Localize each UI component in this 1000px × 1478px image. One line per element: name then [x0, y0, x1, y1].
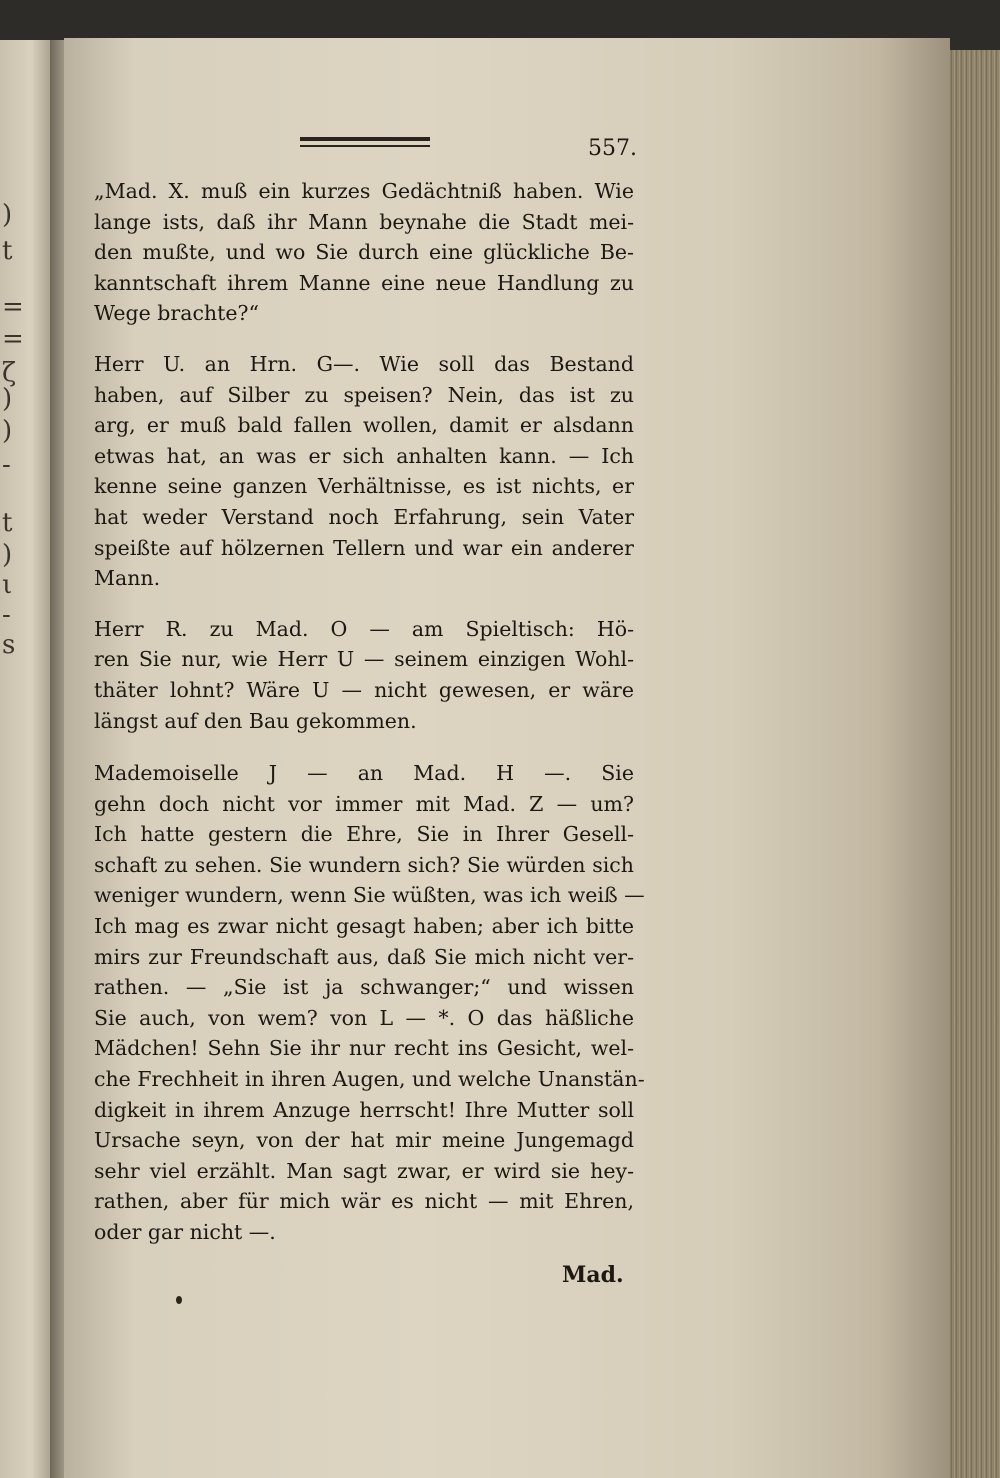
text-line: Mädchen! Sehn Sie ihr nur recht ins Gesicht, wel- [94, 1036, 634, 1061]
text-line: che Frechheit in ihren Augen, und welche Unanstän- [94, 1067, 645, 1092]
text-line: thäter lohnt? Wäre U — nicht gewesen, er wäre [94, 677, 634, 702]
text-line: oder gar nicht —. [94, 1220, 276, 1244]
text-line: kanntschaft ihrem Manne eine neue Handlung zu [94, 270, 634, 295]
text-line: Ich hatte gestern die Ehre, Sie in Ihrer Gesell- [94, 822, 634, 847]
page-number: 557. [588, 136, 637, 161]
text-line: Sie auch, von wem? von L — *. O das häßliche [94, 1005, 634, 1030]
text-line: hat weder Verstand noch Erfahrung, sein Vater [94, 504, 634, 529]
edge-mark: - [2, 600, 11, 630]
text-line: Ursache seyn, von der hat mir meine Jungemagd [94, 1128, 634, 1153]
text-line: Wege brachte?“ [94, 301, 259, 326]
text-line: Mademoiselle J — an Mad. H —. Sie [94, 761, 634, 786]
paragraph-2 [94, 349, 634, 594]
text-line: lange ists, daß ihr Mann beynahe die Stadt mei- [94, 209, 634, 234]
text-line: mirs zur Freundschaft aus, daß Sie mich nicht ver- [94, 944, 634, 969]
text-line: rathen, aber für mich wär es nicht — mit Ehren, [94, 1189, 634, 1214]
catchword: Mad. [562, 1262, 624, 1288]
edge-mark: = [2, 292, 24, 322]
edge-mark: t [2, 236, 13, 266]
edge-mark: - [2, 450, 11, 480]
text-line: gehn doch nicht vor immer mit Mad. Z — um? [94, 791, 634, 816]
text-line: längst auf den Bau gekommen. [94, 708, 417, 733]
paragraph-1 [94, 176, 634, 329]
header-rule [300, 137, 430, 141]
text-line: etwas hat, an was er sich anhalten kann. — Ich [94, 443, 634, 468]
text-line: schaft zu sehen. Sie wundern sich? Sie würden sich [94, 852, 634, 877]
text-line: den mußte, und wo Sie durch eine glückliche Be- [94, 240, 634, 265]
edge-mark: = [2, 324, 24, 354]
text-line: speißte auf hölzernen Tellern und war ein anderer [94, 535, 634, 560]
text-line: Ich mag es zwar nicht gesagt haben; aber ich bitte [94, 914, 634, 939]
paragraph-4 [94, 758, 645, 1248]
edge-mark: ) [2, 200, 13, 230]
text-line: Herr U. an Hrn. G—. Wie soll das Bestand [94, 351, 634, 376]
text-line: sehr viel erzählt. Man sagt zwar, er wird sie hey- [94, 1158, 634, 1183]
text-line: Mann. [94, 566, 161, 591]
text-line: haben, auf Silber zu speisen? Nein, das ist zu [94, 382, 634, 407]
text-line: kenne seine ganzen Verhältnisse, es ist nichts, er [94, 474, 634, 499]
text-line: „Mad. X. muß ein kurzes Gedächtniß haben. Wie [94, 179, 634, 203]
body-text [94, 176, 645, 1248]
edge-mark: ) [2, 384, 13, 414]
text-line: weniger wundern, wenn Sie wüßten, was ich weiß — [94, 883, 645, 908]
text-line: rathen. — „Sie ist ja schwanger;“ und wissen [94, 975, 634, 1000]
edge-mark: ι [2, 570, 13, 600]
left-page-edge [0, 40, 52, 1478]
edge-mark: ζ [2, 358, 17, 388]
text-line: ren Sie nur, wie Herr U — seinem einzigen Wohl- [94, 647, 634, 672]
text-line: digkeit in ihrem Anzuge herrscht! Ihre Mutter soll [94, 1097, 634, 1122]
edge-mark: s [2, 630, 16, 660]
paragraph-3 [94, 614, 634, 736]
edge-mark: ) [2, 540, 13, 570]
ink-spot [176, 1296, 182, 1304]
edge-mark: ) [2, 416, 13, 446]
edge-mark: t [2, 508, 13, 538]
text-line: Herr R. zu Mad. O — am Spieltisch: Hö- [94, 616, 634, 641]
header-rule-thin [300, 145, 430, 147]
text-line: arg, er muß bald fallen wollen, damit er alsdann [94, 413, 634, 438]
